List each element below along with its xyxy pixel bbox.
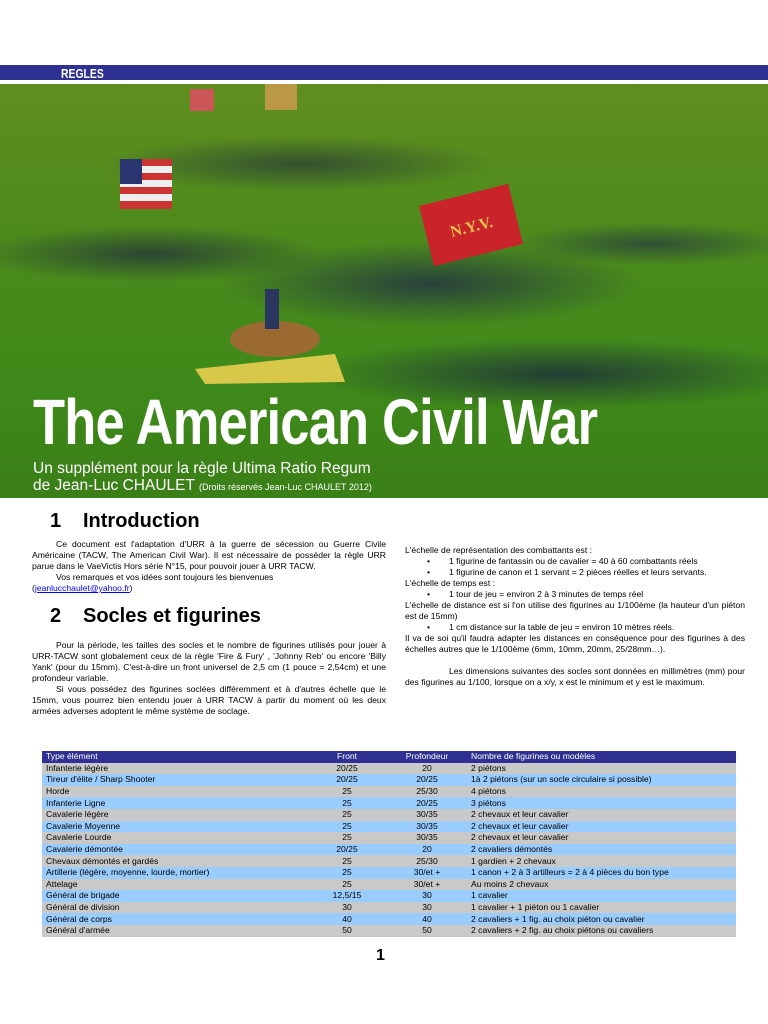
table-cell: 25 bbox=[307, 809, 387, 821]
table-cell: 50 bbox=[307, 925, 387, 937]
table-row bbox=[42, 809, 736, 821]
table-cell: 2 piétons bbox=[467, 763, 736, 775]
table-cell: 25/30 bbox=[387, 786, 467, 798]
table-cell: 1à 2 piétons (sur un socle circulaire si possible) bbox=[467, 774, 736, 786]
table-cell: Infanterie légère bbox=[42, 763, 307, 775]
table-row bbox=[42, 890, 736, 902]
socles-table bbox=[42, 751, 736, 937]
author: de Jean-Luc CHAULET bbox=[33, 477, 195, 494]
left-column bbox=[32, 509, 386, 717]
table-row bbox=[42, 902, 736, 914]
table-cell: 30/et + bbox=[387, 879, 467, 891]
table-cell: Chevaux démontés et gardés bbox=[42, 855, 307, 867]
table-cell: Cavalerie légère bbox=[42, 809, 307, 821]
table-cell: 2 chevaux et leur cavalier bbox=[467, 821, 736, 833]
table-cell: 25 bbox=[307, 786, 387, 798]
table-cell: 1 cavalier bbox=[467, 890, 736, 902]
table-cell: 12,5/15 bbox=[307, 890, 387, 902]
table-cell: 30/35 bbox=[387, 821, 467, 833]
email-link[interactable]: jeanlucchaulet@yahoo.fr bbox=[34, 583, 130, 593]
table-cell: 30 bbox=[307, 902, 387, 914]
table-row bbox=[42, 913, 736, 925]
table-cell: 2 cavaliers démontés bbox=[467, 844, 736, 856]
table-cell: Cavalerie Moyenne bbox=[42, 821, 307, 833]
table-cell: 25 bbox=[307, 797, 387, 809]
table-cell: Infanterie Ligne bbox=[42, 797, 307, 809]
col-nombre: Nombre de figurines ou modèles bbox=[467, 751, 736, 763]
subtitle: Un supplément pour la règle Ultima Ratio Regum bbox=[33, 460, 371, 477]
intro-text: Ce document est l'adaptation d'URR à la guerre de sécession ou Guerre Civile Américaine (TACW, The American Civil War). Il est nécessaire de posséder la règle URR parue dans le VaeVictis Hors série N°15, pour pouvoir jouer à URR TACW. Vos remarques et vos idées sont toujours les bienvenues (jeanlucchaulet@yahoo.fr) bbox=[32, 539, 386, 593]
table-row bbox=[42, 925, 736, 937]
table-cell: 30 bbox=[387, 890, 467, 902]
table-cell: 2 cavaliers + 2 fig. au choix piétons ou cavaliers bbox=[467, 925, 736, 937]
table-cell: 30/35 bbox=[387, 809, 467, 821]
table-cell: Général de division bbox=[42, 902, 307, 914]
table-cell: 20 bbox=[387, 844, 467, 856]
table-cell: 25 bbox=[307, 879, 387, 891]
table-row bbox=[42, 855, 736, 867]
table-row bbox=[42, 821, 736, 833]
table-cell: 20/25 bbox=[307, 774, 387, 786]
table-row bbox=[42, 786, 736, 798]
table-cell: Horde bbox=[42, 786, 307, 798]
table-cell: Général d'armée bbox=[42, 925, 307, 937]
col-profondeur: Profondeur bbox=[387, 751, 467, 763]
table-cell: 30/35 bbox=[387, 832, 467, 844]
table-cell: 20 bbox=[387, 763, 467, 775]
section-band bbox=[0, 65, 768, 82]
copyright: (Droits réservés Jean-Luc CHAULET 2012) bbox=[199, 482, 372, 492]
table-cell: 30 bbox=[387, 902, 467, 914]
horseman bbox=[195, 284, 345, 384]
scale-text: L'échelle de représentation des combattants est : • 1 figurine de fantassin ou de cavalier = 40 à 60 combattants réels • 1 figurine de canon et 1 servant = 2 pièces réelles et leurs servants. L'échelle de temps est : • 1 tour de jeu = environ 2 à 3 minutes de temps réel L'échelle de distance est si l'on utilise des figurines au 1/100ème (la hauteur d'un piéton est de 15mm) • 1 cm distance sur la table de jeu = environ 10 mètres réels. Il va de soi qu'il faudra adapter les distances en conséquence pour des figurines à des échelles autres que le 1/100ème (6mm, 10mm, 20mm, 25/28mm…). Les dimensions suivantes des socles sont données en millimètres (mm) pour des figurines au 1/100, lorsque on a x/y, x est le minimum et y est le maximum. bbox=[405, 545, 745, 688]
table-cell: 2 chevaux et leur cavalier bbox=[467, 809, 736, 821]
table-cell: 50 bbox=[387, 925, 467, 937]
page-title: The American Civil War bbox=[33, 386, 598, 458]
socles-text: Pour la période, les tailles des socles et le nombre de figurines utilisés pour jouer à URR-TACW sont globalement ceux de la règle 'Fire & Fury' , 'Johnny Reb' ou encore 'Billy Yank' (pour du 15mm). C'est-à-dire un front universel de 2,5 cm (1 pouce = 2,54cm) et une profondeur variable. Si vous possédez des figurines soclées différemment et à d'autres échelle que le 15mm, vous pourrez bien entendu jouer à URR TACW à partir du moment où les deux armées adverses adoptent le même système de soclage. bbox=[32, 640, 386, 716]
table-row bbox=[42, 832, 736, 844]
table-cell: 2 cavaliers + 1 fig. au choix piéton ou cavalier bbox=[467, 913, 736, 925]
table-cell: 3 piétons bbox=[467, 797, 736, 809]
table-cell: Général de corps bbox=[42, 913, 307, 925]
table-cell: Artillerie (légère, moyenne, lourde, mortier) bbox=[42, 867, 307, 879]
table-row bbox=[42, 879, 736, 891]
table-cell: 20/25 bbox=[307, 844, 387, 856]
table-cell: 25 bbox=[307, 821, 387, 833]
table-cell: Attelage bbox=[42, 879, 307, 891]
table-cell: 1 cavalier + 1 piéton ou 1 cavalier bbox=[467, 902, 736, 914]
page-number: 1 bbox=[376, 947, 385, 964]
svg-text:N.Y.V.: N.Y.V. bbox=[448, 213, 495, 241]
us-flag-icon bbox=[120, 159, 172, 209]
table-row bbox=[42, 774, 736, 786]
table-cell: 25 bbox=[307, 832, 387, 844]
table-cell: 1 gardien + 2 chevaux bbox=[467, 855, 736, 867]
col-front: Front bbox=[307, 751, 387, 763]
table-row bbox=[42, 844, 736, 856]
table-cell: Au moins 2 chevaux bbox=[467, 879, 736, 891]
table-cell: 40 bbox=[387, 913, 467, 925]
table-cell: Général de brigade bbox=[42, 890, 307, 902]
table-cell: 25/30 bbox=[387, 855, 467, 867]
table-cell: 1 canon + 2 à 3 artilleurs = 2 à 4 pièces du bon type bbox=[467, 867, 736, 879]
heading-socles: 2 Socles et figurines bbox=[50, 605, 261, 627]
table-cell: 4 piétons bbox=[467, 786, 736, 798]
hero-photo bbox=[0, 84, 768, 498]
regimental-banner bbox=[419, 184, 523, 266]
table-cell: 25 bbox=[307, 855, 387, 867]
table-cell: Cavalerie Lourde bbox=[42, 832, 307, 844]
table-cell: 2 chevaux et leur cavalier bbox=[467, 832, 736, 844]
table-cell: 25 bbox=[307, 867, 387, 879]
heading-introduction: 1 Introduction bbox=[50, 510, 200, 532]
table-cell: Tireur d'élite / Sharp Shooter bbox=[42, 774, 307, 786]
table-cell: 20/25 bbox=[387, 774, 467, 786]
flag-icon bbox=[190, 89, 214, 111]
author-line bbox=[33, 477, 372, 496]
table-cell: Cavalerie démontée bbox=[42, 844, 307, 856]
table-row bbox=[42, 797, 736, 809]
table-row bbox=[42, 867, 736, 879]
table-cell: 30/et + bbox=[387, 867, 467, 879]
col-type: Type élément bbox=[42, 751, 307, 763]
table-row bbox=[42, 763, 736, 775]
table-cell: 20/25 bbox=[387, 797, 467, 809]
table-cell: 20/25 bbox=[307, 763, 387, 775]
flag-icon bbox=[265, 84, 297, 110]
table-cell: 40 bbox=[307, 913, 387, 925]
section-label: REGLES bbox=[61, 66, 104, 81]
